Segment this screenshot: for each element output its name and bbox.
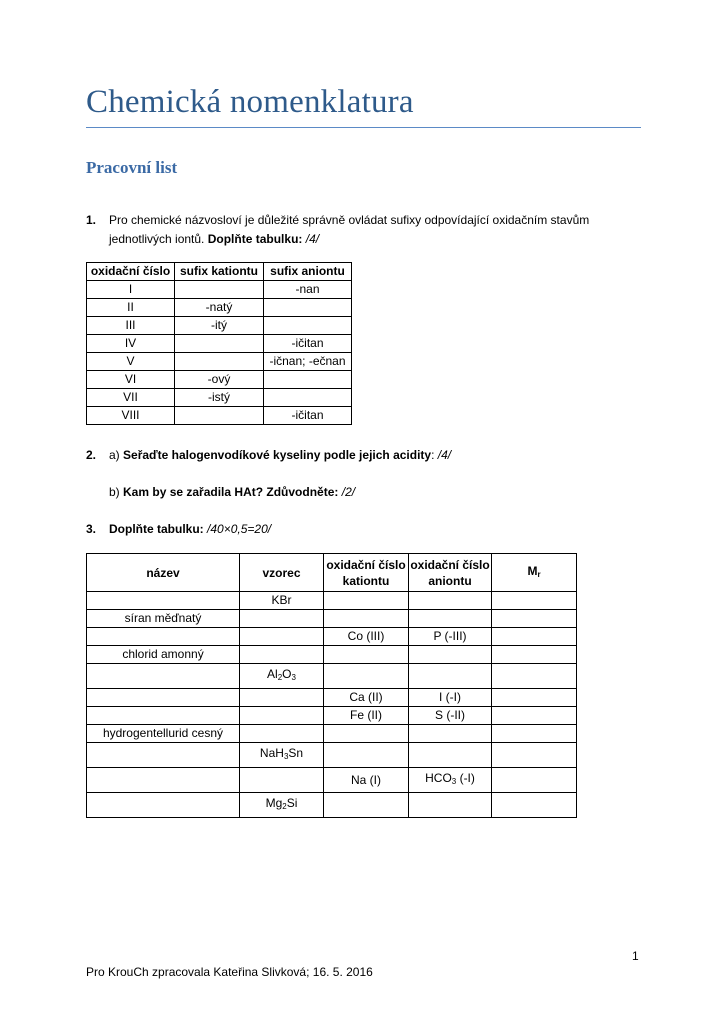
formula-subscript: 2 (282, 802, 287, 811)
cell-formula (240, 664, 324, 689)
nomenclature-table (86, 553, 577, 818)
question-3-points: /40×0,5=20/ (207, 522, 272, 536)
suffix-table-row (87, 335, 352, 353)
header-anion-suffix: sufix aniontu (264, 263, 352, 281)
question-1-text (109, 211, 629, 249)
nomenclature-table-header-row (87, 554, 577, 592)
cell-formula (240, 628, 324, 646)
cell-molar-mass (492, 725, 577, 743)
cell-cation-suffix (175, 281, 264, 299)
cell-anion-oxidation (409, 664, 492, 689)
cell-formula (240, 743, 324, 768)
question-2a-prefix: a) (109, 448, 120, 462)
cell-formula (240, 646, 324, 664)
nomenclature-table-row (87, 646, 577, 664)
question-1-line2: jednotlivých iontů. (109, 232, 205, 246)
question-3-number: 3. (86, 522, 97, 536)
cell-formula (240, 592, 324, 610)
suffix-table-row (87, 299, 352, 317)
cell-name (87, 707, 240, 725)
cell-anion-suffix (264, 371, 352, 389)
cell-molar-mass (492, 628, 577, 646)
cell-name (87, 628, 240, 646)
cell-anion-oxidation (409, 646, 492, 664)
question-3-text (109, 520, 629, 539)
nomenclature-table-row (87, 793, 577, 818)
nomenclature-table-row (87, 628, 577, 646)
cell-anion-oxidation (409, 743, 492, 768)
suffix-table-row (87, 281, 352, 299)
cell-anion-oxidation (409, 793, 492, 818)
cell-cation-oxidation: Na (I) (324, 768, 409, 793)
cell-name: síran měďnatý (87, 610, 240, 628)
cell-cation-oxidation (324, 725, 409, 743)
suffix-table-header-row (87, 263, 352, 281)
question-2a-colon: : (431, 448, 435, 462)
header-cation-oxidation-line2: kationtu (342, 573, 390, 588)
header-molar-mass-main: M (527, 563, 538, 578)
question-2-number: 2. (86, 448, 97, 462)
header-formula: vzorec (240, 554, 324, 592)
suffix-table-row (87, 407, 352, 425)
nomenclature-table-row (87, 610, 577, 628)
question-2b-prefix: b) (109, 485, 120, 499)
formula-part: Sn (288, 746, 304, 760)
suffix-table-row (87, 371, 352, 389)
cell-anion-oxidation (409, 610, 492, 628)
cell-anion-suffix: -ičnan; -ečnan (264, 353, 352, 371)
document-title: Chemická nomenklatura (86, 84, 414, 120)
cell-anion-suffix (264, 389, 352, 407)
header-anion-oxidation-line2: aniontu (428, 573, 472, 588)
cell-cation-suffix (175, 353, 264, 371)
cell-cation-oxidation (324, 592, 409, 610)
cell-formula (240, 610, 324, 628)
cell-cation-oxidation (324, 793, 409, 818)
header-anion-oxidation (409, 554, 492, 592)
nomenclature-table-row (87, 707, 577, 725)
suffix-table (86, 262, 352, 425)
question-2b-points: /2/ (341, 485, 356, 499)
suffix-table-row (87, 389, 352, 407)
nomenclature-table-row (87, 592, 577, 610)
formula-part: Al (267, 667, 278, 681)
header-molar-mass (492, 554, 577, 592)
question-2a-instruction: Seřaďte halogenvodíkové kyseliny podle jejich acidity (123, 448, 432, 462)
cell-name (87, 664, 240, 689)
cell-cation-oxidation (324, 646, 409, 664)
cell-name (87, 689, 240, 707)
formula-part: (-I) (456, 771, 475, 785)
cell-cation-oxidation (324, 743, 409, 768)
cell-name (87, 793, 240, 818)
cell-cation-suffix: -istý (175, 389, 264, 407)
cell-cation-oxidation: Ca (II) (324, 689, 409, 707)
question-1-points: /4/ (305, 232, 320, 246)
header-oxidation-number: oxidační číslo (87, 263, 175, 281)
header-cation-oxidation (324, 554, 409, 592)
formula-part: O (282, 667, 292, 681)
cell-anion-oxidation: P (-III) (409, 628, 492, 646)
cell-molar-mass (492, 664, 577, 689)
question-2b-instruction: Kam by se zařadila HAt? Zdůvodněte: (123, 485, 339, 499)
header-anion-oxidation-line1: oxidační číslo (410, 557, 490, 572)
cell-oxidation-number: V (87, 353, 175, 371)
header-cation-oxidation-line1: oxidační číslo (326, 557, 406, 572)
cell-formula (240, 689, 324, 707)
cell-anion-suffix: -ičitan (264, 407, 352, 425)
nomenclature-table-row (87, 664, 577, 689)
cell-molar-mass (492, 707, 577, 725)
footer-credit: Pro KrouCh zpracovala Kateřina Slivková; 16. 5. 2016 (86, 965, 373, 979)
nomenclature-table-row (87, 768, 577, 793)
question-2b-text (109, 483, 629, 502)
formula-part: KBr (271, 593, 292, 607)
cell-cation-suffix: -natý (175, 299, 264, 317)
cell-anion-suffix: -ičitan (264, 335, 352, 353)
cell-name (87, 743, 240, 768)
nomenclature-table-row (87, 689, 577, 707)
cell-molar-mass (492, 646, 577, 664)
cell-molar-mass (492, 743, 577, 768)
formula-subscript: 3 (451, 777, 457, 786)
formula-part: NaH (259, 746, 284, 760)
page-number: 1 (632, 949, 639, 963)
cell-cation-suffix: -ový (175, 371, 264, 389)
nomenclature-table-row (87, 743, 577, 768)
cell-anion-oxidation (409, 725, 492, 743)
cell-cation-suffix (175, 407, 264, 425)
question-1-line1: Pro chemické názvosloví je důležité správně ovládat sufixy odpovídající oxidačním stavům (109, 213, 590, 227)
question-2a-points: /4/ (437, 448, 452, 462)
formula-part: HCO (425, 771, 452, 785)
cell-formula (240, 768, 324, 793)
cell-anion-oxidation: S (-II) (409, 707, 492, 725)
cell-oxidation-number: III (87, 317, 175, 335)
header-molar-mass-sub: r (537, 569, 541, 579)
cell-oxidation-number: VI (87, 371, 175, 389)
cell-cation-suffix (175, 335, 264, 353)
cell-name (87, 592, 240, 610)
formula-part: Si (286, 796, 298, 810)
cell-anion-oxidation: I (-I) (409, 689, 492, 707)
formula-subscript: 3 (283, 752, 289, 761)
cell-cation-oxidation (324, 664, 409, 689)
cell-molar-mass (492, 610, 577, 628)
header-name: název (87, 554, 240, 592)
cell-cation-oxidation (324, 610, 409, 628)
cell-anion-oxidation (409, 592, 492, 610)
suffix-table-row (87, 317, 352, 335)
cell-cation-oxidation: Fe (II) (324, 707, 409, 725)
question-3-instruction: Doplňte tabulku: (109, 522, 204, 536)
cell-formula (240, 725, 324, 743)
cell-oxidation-number: VII (87, 389, 175, 407)
cell-name: chlorid amonný (87, 646, 240, 664)
formula-subscript: 2 (277, 673, 283, 682)
cell-oxidation-number: VIII (87, 407, 175, 425)
cell-anion-suffix (264, 299, 352, 317)
header-cation-suffix: sufix kationtu (175, 263, 264, 281)
cell-anion-suffix: -nan (264, 281, 352, 299)
cell-oxidation-number: IV (87, 335, 175, 353)
cell-molar-mass (492, 592, 577, 610)
question-1-instruction: Doplňte tabulku: (207, 232, 303, 246)
suffix-table-row (87, 353, 352, 371)
cell-cation-oxidation: Co (III) (324, 628, 409, 646)
cell-name (87, 768, 240, 793)
formula-subscript: 3 (291, 673, 296, 682)
cell-formula (240, 707, 324, 725)
nomenclature-table-row (87, 725, 577, 743)
document-subtitle: Pracovní list (86, 158, 178, 177)
title-rule (86, 127, 641, 128)
cell-anion-oxidation (409, 768, 492, 793)
cell-formula (240, 793, 324, 818)
cell-anion-suffix (264, 317, 352, 335)
question-2a-text (109, 446, 629, 465)
formula-part: Mg (265, 796, 283, 810)
cell-molar-mass (492, 793, 577, 818)
cell-molar-mass (492, 768, 577, 793)
cell-oxidation-number: I (87, 281, 175, 299)
cell-oxidation-number: II (87, 299, 175, 317)
cell-cation-suffix: -itý (175, 317, 264, 335)
cell-molar-mass (492, 689, 577, 707)
question-1-number: 1. (86, 213, 97, 227)
cell-name: hydrogentellurid cesný (87, 725, 240, 743)
